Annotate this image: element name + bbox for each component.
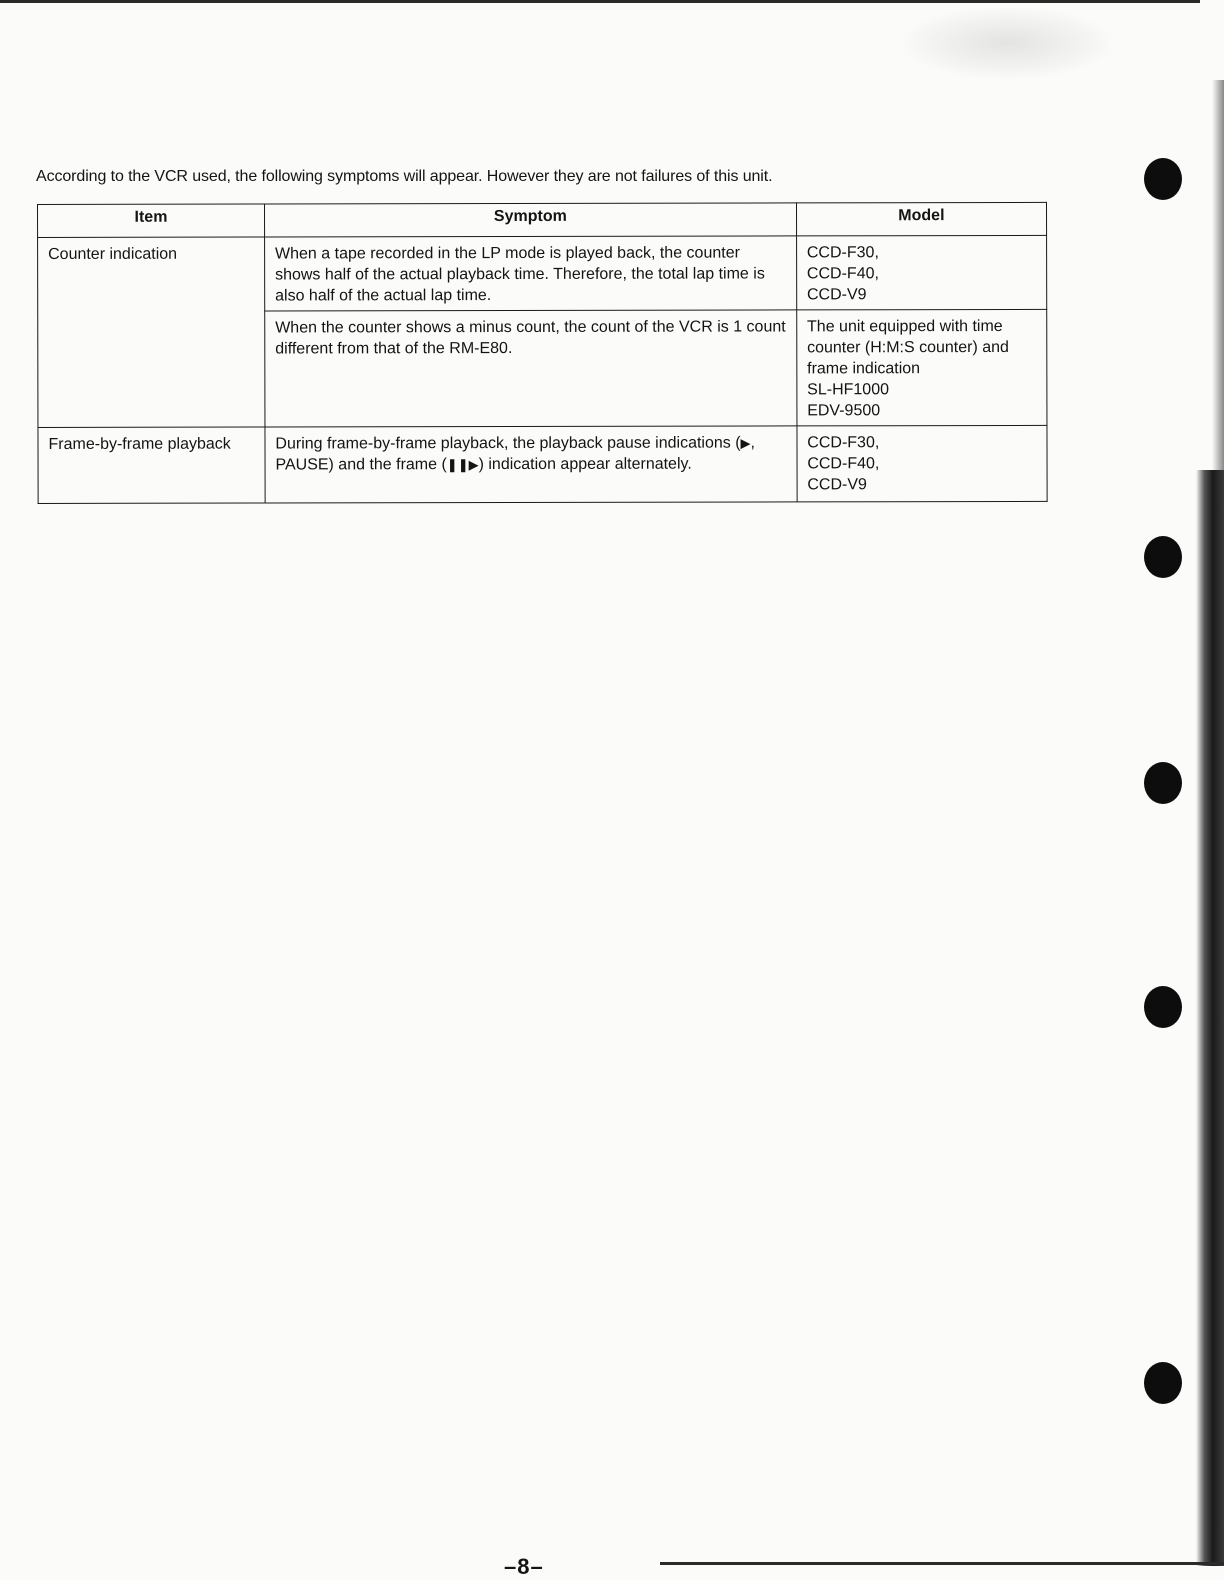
item-cell: Frame-by-frame playback: [38, 427, 265, 503]
model-line: CCD-V9: [806, 286, 867, 304]
model-line: CCD-F30,: [807, 434, 880, 452]
model-cell: [796, 235, 1046, 310]
punch-hole-icon: [1144, 1362, 1182, 1404]
symptom-text-after: ) indication appear alternately.: [478, 455, 692, 474]
model-line: CCD-F30,: [806, 244, 879, 262]
header-item: Item: [38, 204, 265, 237]
top-edge-rule: [0, 0, 1200, 3]
table-row: [38, 235, 1047, 311]
header-model: Model: [796, 202, 1046, 236]
model-line: CCD-F40,: [807, 455, 880, 473]
scan-smudge: [905, 8, 1110, 78]
model-cell: [796, 309, 1046, 426]
page-number: –8–: [504, 1554, 544, 1579]
model-line: The unit equipped with time counter (H:M:S counter) and frame indication: [807, 317, 1009, 378]
page-edge-shadow: [1196, 470, 1224, 1566]
symptom-cell: When the counter shows a minus count, the count of the VCR is 1 count different from that of the RM-E80.: [265, 310, 797, 427]
item-cell: Counter indication: [38, 237, 265, 427]
punch-hole-icon: [1144, 986, 1182, 1028]
table-header-row: [38, 202, 1047, 237]
symptom-cell: When a tape recorded in the LP mode is played back, the counter shows half of the actual playback time. Therefore, the total lap time is also half of the actual lap time.: [264, 236, 796, 311]
model-line: EDV-9500: [807, 402, 881, 420]
bottom-edge-rule: [660, 1562, 1224, 1565]
symptom-text-middle: , PAUSE) and the frame (: [275, 434, 756, 474]
header-symptom: Symptom: [264, 203, 796, 237]
model-line: CCD-V9: [807, 476, 867, 494]
table-row: [38, 425, 1047, 503]
symptom-text-before: During frame-by-frame playback, the playback pause indications (: [275, 434, 741, 453]
intro-text: According to the VCR used, the following symptoms will appear. However they are not failures of this unit.: [36, 168, 773, 185]
page-edge-shadow-top: [1212, 80, 1224, 480]
symptom-cell: [265, 426, 797, 503]
symptom-table: [37, 202, 1048, 504]
punch-hole-icon: [1144, 536, 1182, 578]
punch-hole-icon: [1144, 762, 1182, 804]
frame-advance-icon: ❚❚▶: [446, 457, 479, 473]
punch-hole-icon: [1144, 158, 1182, 200]
play-icon: ▶: [740, 435, 751, 451]
model-line: CCD-F40,: [806, 265, 879, 283]
model-line: SL-HF1000: [807, 381, 890, 399]
model-cell: [797, 425, 1047, 502]
